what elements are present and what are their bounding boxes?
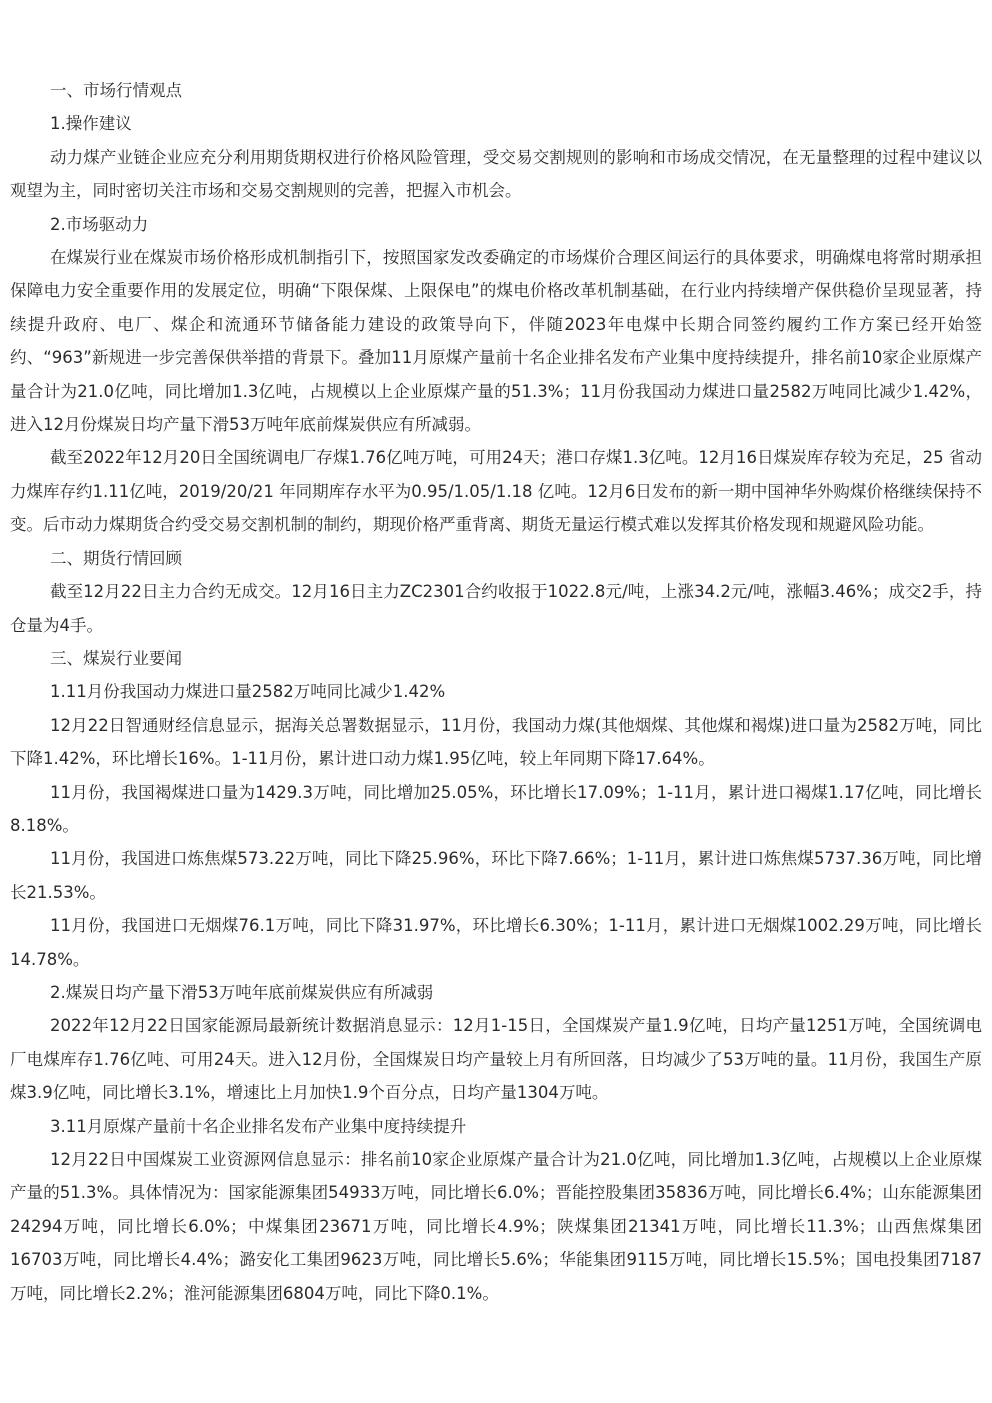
paragraph-top-ten-producers: 12月22日中国煤炭工业资源网信息显示：排名前10家企业原煤产量合计为21.0亿吨，同比增加1.3亿吨，占规模以上企业原煤产量的51.3%。具体情况为：国家能源集团54933万吨，同比增长6.0%；晋能控股集团35836万吨，同比增长6.4%；山东能源集团24294万吨，同比增长6.0%；中煤集团23671万吨，同比增长4.9%；陕煤集团21341万吨，同比增长11.3%；山西焦煤集团16703万吨，同比增长4.4%；潞安化工集团9623万吨，同比增长5.6%；华能集团9115万吨，同比增长15.5%；国电投集团7187万吨，同比增长2.2%；淮河能源集团6804万吨，同比下降0.1%。 — [10, 1150, 982, 1303]
paragraph-thermal-coal-imports: 12月22日智通财经信息显示，据海关总署数据显示，11月份，我国动力煤(其他烟煤、其他煤和褐煤)进口量为2582万吨，同比下降1.42%，环比增长16%。1-11月份，累计进口动力煤1.95亿吨，较上年同期下降17.64%。 — [10, 715, 982, 769]
paragraph-operation-advice: 动力煤产业链企业应充分利用期货期权进行价格风险管理，受交易交割规则的影响和市场成交情况，在无量整理的过程中建议以观望为主，同时密切关注市场和交易交割规则的完善，把握入市机会。 — [10, 147, 982, 201]
news-title-top-ten-producers: 3.11月原煤产量前十名企业排名发布产业集中度持续提升 — [50, 1116, 467, 1136]
paragraph-daily-output-decline: 2022年12月22日国家能源局最新统计数据消息显示：12月1-15日，全国煤炭产量1.9亿吨，日均产量1251万吨，全国统调电厂电煤库存1.76亿吨、可用24天。进入12月份，全国煤炭日均产量较上月有所回落，日均减少了53万吨的量。11月份，我国生产原煤3.9亿吨，同比增长3.1%，增速比上月加快1.9个百分点，日均产量1304万吨。 — [10, 1016, 982, 1103]
subheading-operation-advice: 1.操作建议 — [50, 114, 132, 134]
news-title-daily-output-decline: 2.煤炭日均产量下滑53万吨年底前煤炭供应有所减弱 — [50, 982, 434, 1002]
paragraph-market-drivers-2: 截至2022年12月20日全国统调电厂存煤1.76亿吨万吨，可用24天；港口存煤1.3亿吨。12月16日煤炭库存较为充足，25 省动力煤库存约1.11亿吨，2019/20/21 年同期库存水平为0.95/1.05/1.18 亿吨。12月6日发布的新一期中国神华外购煤价格继续保持不变。后市动力煤期货合约受交易交割机制的制约，期现价格严重背离、期货无量运行模式难以发挥其价格发现和规避风险功能。 — [10, 448, 982, 535]
paragraph-futures-review: 截至12月22日主力合约无成交。12月16日主力ZC2301合约收报于1022.8元/吨，上涨34.2元/吨，涨幅3.46%；成交2手，持仓量为4手。 — [10, 582, 982, 635]
paragraph-market-drivers-1: 在煤炭行业在煤炭市场价格形成机制指引下，按照国家发改委确定的市场煤价合理区间运行的具体要求，明确煤电将常时期承担保障电力安全重要作用的发展定位，明确“下限保煤、上限保电”的煤电价格改革机制基础，在行业内持续增产保供稳价呈现显著，持续提升政府、电厂、煤企和流通环节储备能力建设的政策导向下，伴随2023年电煤中长期合同签约履约工作方案已经开始签约、“963”新规进一步完善保供举措的背景下。叠加11月原煤产量前十名企业排名发布产业集中度持续提升，排名前10家企业原煤产量合计为21.0亿吨，同比增加1.3亿吨，占规模以上企业原煤产量的51.3%；11月份我国动力煤进口量2582万吨同比减少1.42%，进入12月份煤炭日均产量下滑53万吨年底前煤炭供应有所减弱。 — [10, 248, 982, 435]
paragraph-anthracite-imports: 11月份，我国进口无烟煤76.1万吨，同比下降31.97%，环比增长6.30%；1-11月，累计进口无烟煤1002.29万吨，同比增长14.78%。 — [10, 916, 982, 969]
subheading-market-drivers: 2.市场驱动力 — [50, 214, 149, 234]
section-heading-market-view: 一、市场行情观点 — [50, 81, 182, 100]
paragraph-coking-coal-imports: 11月份，我国进口炼焦煤573.22万吨，同比下降25.96%，环比下降7.66%；1-11月，累计进口炼焦煤5737.36万吨，同比增长21.53%。 — [10, 849, 982, 902]
section-heading-industry-news: 三、煤炭行业要闻 — [50, 648, 182, 668]
news-title-thermal-coal-imports: 1.11月份我国动力煤进口量2582万吨同比减少1.42% — [50, 682, 446, 702]
document-page — [10, 74, 982, 1310]
paragraph-lignite-imports: 11月份，我国褐煤进口量为1429.3万吨，同比增加25.05%，环比增长17.09%；1-11月，累计进口褐煤1.17亿吨，同比增长8.18%。 — [10, 782, 982, 835]
section-heading-futures-review: 二、期货行情回顾 — [50, 548, 182, 568]
